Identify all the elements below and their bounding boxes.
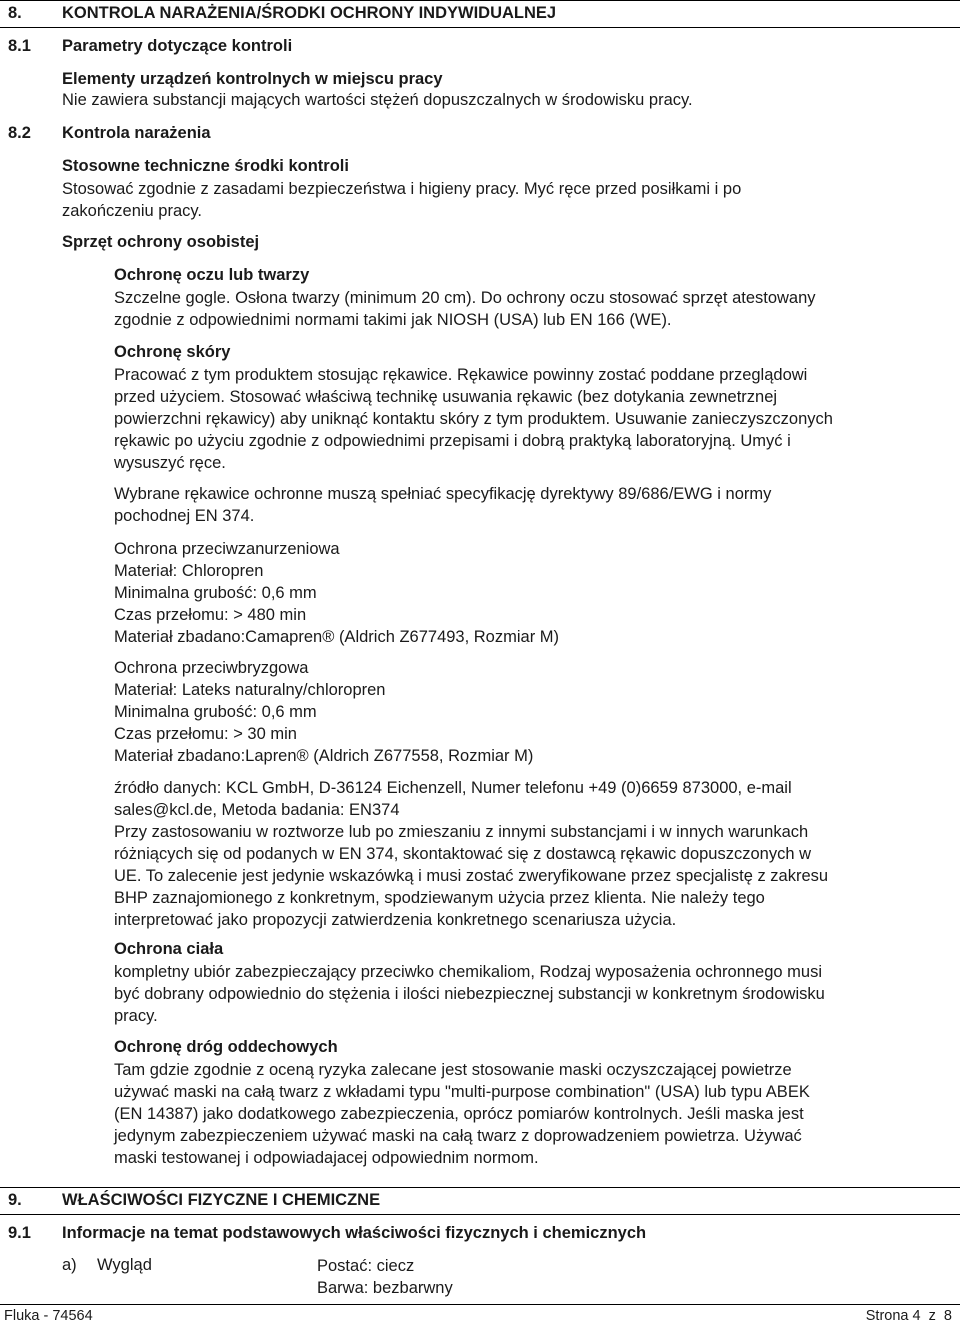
text-line: Tam gdzie zgodnie z oceną ryzyka zalecane jest stosowanie maski oczyszczającej powietrze	[114, 1061, 792, 1079]
footer-page-number: Strona 4 z 8	[865, 1308, 952, 1324]
section-9-number: 9.	[8, 1191, 22, 1209]
text-line: pracy.	[114, 1007, 158, 1025]
text-line: źródło danych: KCL GmbH, D-36124 Eichenzell, Numer telefonu +49 (0)6659 873000, e-mail	[114, 779, 792, 797]
skin-protection-heading: Ochronę skóry	[114, 343, 231, 361]
text-line: Minimalna grubość: 0,6 mm	[114, 584, 317, 602]
eye-protection-heading: Ochronę oczu lub twarzy	[114, 266, 310, 284]
respiratory-protection-heading: Ochronę dróg oddechowych	[114, 1038, 338, 1056]
text-line: rękawic po użyciu zgodnie z odpowiednimi przepisami i dobrą praktyką laboratoryjną. Umyć i	[114, 432, 791, 450]
footer-product: Fluka - 74564	[4, 1308, 93, 1324]
text-line: kompletny ubiór zabezpieczający przeciwko chemikaliom, Rodzaj wyposażenia ochronnego musi	[114, 963, 823, 981]
ppe-heading: Sprzęt ochrony osobistej	[62, 233, 260, 251]
text-line: Ochrona przeciwzanurzeniowa	[114, 540, 340, 558]
top-rule	[0, 0, 960, 1]
skin-protection-text	[114, 364, 833, 474]
body-protection-heading: Ochrona ciała	[114, 940, 224, 958]
text-line: zakończeniu pracy.	[62, 202, 203, 220]
eye-protection-text	[114, 287, 816, 331]
text-line: zgodnie z odpowiednimi normami takimi jak NIOSH (USA) lub EN 166 (WE).	[114, 311, 672, 329]
text-line: UE. To zalecenie jest jedynie wskazówką i musi zostać zweryfikowane przez specjalistę z zakresu	[114, 867, 829, 885]
body-protection-text	[114, 961, 825, 1027]
appearance-item-letter: a)	[62, 1256, 77, 1274]
footer-rule	[0, 1304, 960, 1305]
text-line: sales@kcl.de, Metoda badania: EN374	[114, 801, 400, 819]
section-9-title: WŁAŚCIWOŚCI FIZYCZNE I CHEMICZNE	[62, 1191, 381, 1209]
text-line: używać maski na całą twarz z wkładami typu "multi-purpose combination" (USA) lub typu ABEK	[114, 1083, 810, 1101]
text-line: Czas przełomu: > 480 min	[114, 606, 307, 624]
text-line: BHP zaznajomionego z konkretnym, spodziewanym użycia przez klienta. Nie należy tego	[114, 889, 765, 907]
data-source-block	[114, 777, 828, 931]
text-line: Stosować zgodnie z zasadami bezpieczeństwa i higieny pracy. Myć ręce przed posiłkami i po	[62, 180, 742, 198]
control-elements-heading: Elementy urządzeń kontrolnych w miejscu pracy	[62, 70, 443, 88]
text-line: pochodnej EN 374.	[114, 507, 255, 525]
technical-controls-text	[62, 178, 741, 222]
text-line: przed użyciem. Stosować właściwą technikę usuwania rękawic (bez dotykania zewnetrznej	[114, 388, 778, 406]
text-line: Materiał zbadano:Lapren® (Aldrich Z677558, Rozmiar M)	[114, 747, 534, 765]
text-line: Pracować z tym produktem stosując rękawice. Rękawice powinny zostać poddane przeglądowi	[114, 366, 808, 384]
respiratory-protection-text	[114, 1059, 810, 1169]
splash-protection-block	[114, 657, 533, 767]
section-8-1-title: Parametry dotyczące kontroli	[62, 37, 293, 55]
text-line: (EN 14387) jako dodatkowego zabezpieczenia, oprócz pomiarów kontrolnych. Jeśli maska jest	[114, 1105, 804, 1123]
technical-controls-heading: Stosowne techniczne środki kontroli	[62, 157, 349, 175]
text-line: Minimalna grubość: 0,6 mm	[114, 703, 317, 721]
text-line: maski testowanej i odpowiadajacej odpowiednim normom.	[114, 1149, 539, 1167]
text-line: Ochrona przeciwbryzgowa	[114, 659, 309, 677]
text-line: Wybrane rękawice ochronne muszą spełniać specyfikację dyrektywy 89/686/EWG i normy	[114, 485, 772, 503]
gloves-spec-text	[114, 483, 771, 527]
section-8-2-title: Kontrola narażenia	[62, 124, 211, 142]
text-line: być dobrany odpowiednio do stężenia i ilości niebezpiecznej substancji w konkretnym środowisku	[114, 985, 825, 1003]
section-9-1-title: Informacje na temat podstawowych właściwości fizycznych i chemicznych	[62, 1224, 647, 1242]
text-line: Materiał: Lateks naturalny/chloropren	[114, 681, 386, 699]
text-line: interpretować jako propozycji zatwierdzenia konkretnego scenariusza użycia.	[114, 911, 677, 929]
appearance-item-values	[317, 1255, 453, 1299]
text-line: Materiał: Chloropren	[114, 562, 264, 580]
section-8-rule	[0, 27, 960, 28]
text-line: Szczelne gogle. Osłona twarzy (minimum 20 cm). Do ochrony oczu stosować sprzęt atestowany	[114, 289, 816, 307]
text-line: Barwa: bezbarwny	[317, 1279, 453, 1297]
section-8-number: 8.	[8, 4, 22, 22]
text-line: powierzchni rękawicy) aby uniknąć kontaktu skóry z tym produktem. Usuwanie zanieczyszczonych	[114, 410, 833, 428]
text-line: różniących się od podanych w EN 374, skontaktować się z dostawcą rękawic dopuszczonych w	[114, 845, 812, 863]
section-9-1-number: 9.1	[8, 1224, 31, 1242]
text-line: Czas przełomu: > 30 min	[114, 725, 297, 743]
section-9-top-rule	[0, 1187, 960, 1188]
text-line: wysuszyć ręce.	[114, 454, 226, 472]
control-elements-text: Nie zawiera substancji mających wartości stężeń dopuszczalnych w środowisku pracy.	[62, 91, 693, 109]
section-8-2-number: 8.2	[8, 124, 31, 142]
appearance-item-label: Wygląd	[97, 1256, 152, 1274]
immersion-protection-block	[114, 538, 559, 648]
section-8-title: KONTROLA NARAŻENIA/ŚRODKI OCHRONY INDYWIDUALNEJ	[62, 4, 557, 22]
text-line: Postać: ciecz	[317, 1257, 415, 1275]
text-line: Przy zastosowaniu w roztworze lub po zmieszaniu z innymi substancjami i w innych warunkach	[114, 823, 809, 841]
text-line: jedynym zabezpieczeniem używać maski na całą twarz z doprowadzeniem powietrza. Używać	[114, 1127, 802, 1145]
text-line: Materiał zbadano:Camapren® (Aldrich Z677493, Rozmiar M)	[114, 628, 560, 646]
section-8-1-number: 8.1	[8, 37, 31, 55]
section-9-rule	[0, 1214, 960, 1215]
